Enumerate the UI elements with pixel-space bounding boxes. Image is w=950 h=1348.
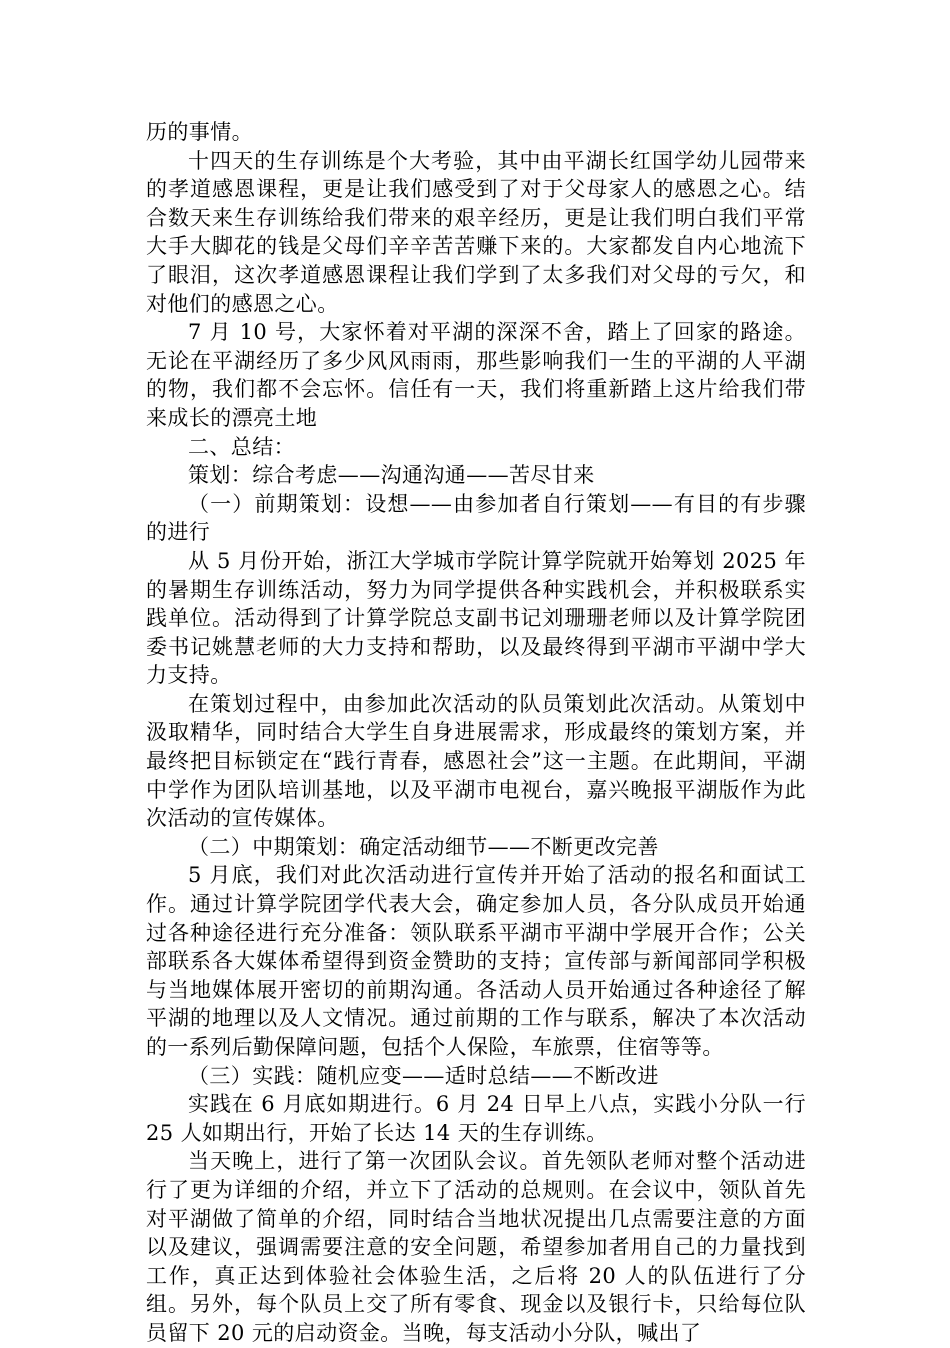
paragraph-first-meeting: 当天晚上，进行了第一次团队会议。首先领队老师对整个活动进行了更为详细的介绍，并立下了活动的总规则。在会议中，领队首先对平湖做了简单的介绍，同时结合当地状况提出几点需要注意的方面以及建议，强调需要注意的安全问题，希望参加者用自己的力量找到工作，真正达到体验社会体验生活，之后将 20 人的队伍进行了分组。另外，每个队员上交了所有零食、现金以及银行卡，只给每位队员留下 20 元的启动资金。当晚，每支活动小分队，喊出了 [146, 1149, 806, 1345]
planning-overview: 策划：综合考虑——沟通沟通——苦尽甘来 [188, 463, 595, 488]
paragraph-practice-start: 实践在 6 月底如期进行。6 月 24 日早上八点，实践小分队一行 25 人如期出行，开始了长达 14 天的生存训练。 [146, 1092, 806, 1145]
section-heading-summary: 二、总结： [188, 434, 295, 459]
paragraph-mid-planning: 5 月底，我们对此次活动进行宣传并开始了活动的报名和面试工作。通过计算学院团学代表大会，确定参加人员，各分队成员开始通过各种途径进行充分准备：领队联系平湖市平湖中学展开合作；公关部联系各大媒体希望得到资金赞助的支持；宣传部与新闻部同学积极与当地媒体展开密切的前期沟通。各活动人员开始通过各种途径了解平湖的地理以及人文情况。通过前期的工作与联系，解决了本次活动的一系列后勤保障问题，包括个人保险，车旅票，住宿等等。 [146, 863, 806, 1059]
paragraph-filial-course: 十四天的生存训练是个大考验，其中由平湖长红国学幼儿园带来的孝道感恩课程，更是让我们感受到了对于父母家人的感恩之心。结合数天来生存训练给我们带来的艰辛经历，更是让我们明白我们平常大手大脚花的钱是父母们辛辛苦苦赚下来的。大家都发自内心地流下了眼泪，这次孝道感恩课程让我们学到了太多我们对父母的亏欠，和对他们的感恩之心。 [146, 148, 806, 316]
paragraph-planning-process: 在策划过程中，由参加此次活动的队员策划此次活动。从策划中汲取精华，同时结合大学生自身进展需求，形成最终的策划方案，并最终把目标锁定在“践行青春，感恩社会”这一主题。在此期间，平湖中学作为团队培训基地，以及平湖市电视台，嘉兴晚报平湖版作为此次活动的宣传媒体。 [146, 691, 806, 831]
paragraph-early-planning: 从 5 月份开始，浙江大学城市学院计算学院就开始筹划 2025 年的暑期生存训练活动，努力为同学提供各种实践机会，并积极联系实践单位。活动得到了计算学院总支副书记刘珊珊老师以及计算学院团委书记姚慧老师的大力支持和帮助，以及最终得到平湖市平湖中学大力支持。 [146, 548, 806, 688]
paragraph-return-home: 7 月 10 号，大家怀着对平湖的深深不舍，踏上了回家的路途。无论在平湖经历了多少风风雨雨，那些影响我们一生的平湖的人平湖的物，我们都不会忘怀。信任有一天，我们将重新踏上这片给我们带来成长的漂亮土地 [146, 320, 806, 430]
subheading-early-planning: （一）前期策划：设想——由参加者自行策划——有目的有步骤的进行 [146, 491, 806, 545]
document-body [146, 118, 806, 1348]
subheading-practice: （三）实践：随机应变——适时总结——不断改进 [188, 1063, 659, 1088]
paragraph-continuation: 历的事情。 [146, 120, 253, 144]
subheading-mid-planning: （二）中期策划：确定活动细节——不断更改完善 [188, 834, 659, 859]
